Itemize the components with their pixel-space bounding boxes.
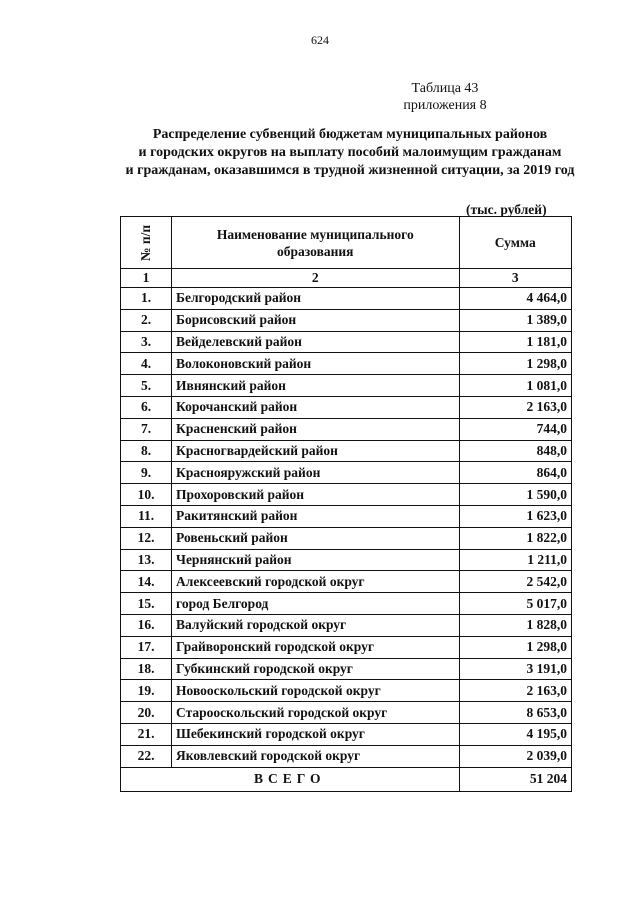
row-name: Прохоровский район bbox=[172, 484, 459, 506]
column-number: 1 bbox=[121, 269, 172, 288]
subventions-table bbox=[120, 216, 572, 792]
row-name: Ивнянский район bbox=[172, 375, 459, 397]
title-line2: и городских округов на выплату пособий малоимущим гражданам bbox=[138, 145, 562, 160]
row-sum: 1 828,0 bbox=[459, 614, 572, 636]
row-sum: 3 191,0 bbox=[459, 658, 572, 680]
row-number: 6. bbox=[121, 396, 172, 418]
row-sum: 8 653,0 bbox=[459, 702, 572, 724]
column-number: 3 bbox=[459, 269, 572, 288]
table-row bbox=[121, 593, 572, 615]
row-number: 21. bbox=[121, 723, 172, 745]
row-sum: 2 163,0 bbox=[459, 680, 572, 702]
header-name-line2: образования bbox=[277, 243, 354, 259]
row-number: 12. bbox=[121, 527, 172, 549]
row-name: Красненский район bbox=[172, 418, 459, 440]
row-number: 4. bbox=[121, 353, 172, 375]
row-sum: 1 211,0 bbox=[459, 549, 572, 571]
row-number: 16. bbox=[121, 614, 172, 636]
column-number-row bbox=[121, 269, 572, 288]
column-number: 2 bbox=[172, 269, 459, 288]
row-name: Алексеевский городской округ bbox=[172, 571, 459, 593]
row-sum: 1 389,0 bbox=[459, 309, 572, 331]
header-name-line1: Наименование муниципального bbox=[216, 226, 414, 242]
table-row bbox=[121, 636, 572, 658]
row-name: Яковлевский городской округ bbox=[172, 745, 459, 767]
table-row bbox=[121, 484, 572, 506]
row-name: Шебекинский городской округ bbox=[172, 723, 459, 745]
row-sum: 2 163,0 bbox=[459, 396, 572, 418]
row-sum: 1 822,0 bbox=[459, 527, 572, 549]
row-number: 20. bbox=[121, 702, 172, 724]
table-row bbox=[121, 723, 572, 745]
row-number: 15. bbox=[121, 593, 172, 615]
table-row bbox=[121, 418, 572, 440]
row-sum: 2 542,0 bbox=[459, 571, 572, 593]
table-row bbox=[121, 571, 572, 593]
table-row bbox=[121, 440, 572, 462]
row-name: Краснояружский район bbox=[172, 462, 459, 484]
table-row bbox=[121, 702, 572, 724]
row-number: 9. bbox=[121, 462, 172, 484]
table-row bbox=[121, 658, 572, 680]
row-name: Волоконовский район bbox=[172, 353, 459, 375]
document-title bbox=[90, 126, 610, 180]
header-name bbox=[172, 217, 459, 269]
table-row bbox=[121, 396, 572, 418]
row-sum: 1 298,0 bbox=[459, 636, 572, 658]
row-name: Чернянский район bbox=[172, 549, 459, 571]
table-reference bbox=[390, 80, 500, 114]
title-line1: Распределение субвенций бюджетам муниципальных районов bbox=[152, 127, 548, 142]
row-name: город Белгород bbox=[172, 593, 459, 615]
unit-label: (тыс. рублей) bbox=[466, 202, 547, 217]
row-sum: 1 081,0 bbox=[459, 375, 572, 397]
row-name: Вейделевский район bbox=[172, 331, 459, 353]
row-number: 2. bbox=[121, 309, 172, 331]
row-number: 5. bbox=[121, 375, 172, 397]
row-number: 19. bbox=[121, 680, 172, 702]
row-name: Губкинский городской округ bbox=[172, 658, 459, 680]
table-row bbox=[121, 505, 572, 527]
row-number: 10. bbox=[121, 484, 172, 506]
total-row bbox=[121, 767, 572, 791]
row-sum: 1 298,0 bbox=[459, 353, 572, 375]
row-sum: 864,0 bbox=[459, 462, 572, 484]
row-number: 7. bbox=[121, 418, 172, 440]
table-header-row bbox=[121, 217, 572, 269]
row-name: Ровеньский район bbox=[172, 527, 459, 549]
row-sum: 5 017,0 bbox=[459, 593, 572, 615]
row-number: 14. bbox=[121, 571, 172, 593]
table-ref-line2: приложения 8 bbox=[403, 98, 487, 113]
row-number: 1. bbox=[121, 288, 172, 310]
row-name: Новооскольский городской округ bbox=[172, 680, 459, 702]
row-name: Белгородский район bbox=[172, 288, 459, 310]
row-name: Борисовский район bbox=[172, 309, 459, 331]
row-number: 11. bbox=[121, 505, 172, 527]
table-row bbox=[121, 549, 572, 571]
row-sum: 4 464,0 bbox=[459, 288, 572, 310]
table-row bbox=[121, 375, 572, 397]
table-row bbox=[121, 353, 572, 375]
table-row bbox=[121, 462, 572, 484]
row-name: Красногвардейский район bbox=[172, 440, 459, 462]
table-ref-line1: Таблица 43 bbox=[411, 81, 479, 96]
table-row bbox=[121, 309, 572, 331]
header-number-text: № п/п bbox=[138, 224, 154, 261]
table-row bbox=[121, 288, 572, 310]
table-row bbox=[121, 331, 572, 353]
row-number: 13. bbox=[121, 549, 172, 571]
row-number: 22. bbox=[121, 745, 172, 767]
page-number: 624 bbox=[311, 33, 329, 47]
table-row bbox=[121, 745, 572, 767]
row-sum: 1 590,0 bbox=[459, 484, 572, 506]
row-number: 3. bbox=[121, 331, 172, 353]
row-sum: 1 181,0 bbox=[459, 331, 572, 353]
row-sum: 1 623,0 bbox=[459, 505, 572, 527]
row-number: 17. bbox=[121, 636, 172, 658]
row-sum: 848,0 bbox=[459, 440, 572, 462]
row-name: Ракитянский район bbox=[172, 505, 459, 527]
title-line3: и гражданам, оказавшимся в трудной жизненной ситуации, за 2019 год bbox=[125, 163, 575, 178]
table-row bbox=[121, 527, 572, 549]
row-sum: 2 039,0 bbox=[459, 745, 572, 767]
row-sum: 744,0 bbox=[459, 418, 572, 440]
table-row bbox=[121, 614, 572, 636]
table-row bbox=[121, 680, 572, 702]
header-number bbox=[121, 217, 172, 269]
row-name: Корочанский район bbox=[172, 396, 459, 418]
row-number: 18. bbox=[121, 658, 172, 680]
total-label: ВСЕГО bbox=[121, 767, 460, 791]
row-number: 8. bbox=[121, 440, 172, 462]
row-name: Грайворонский городской округ bbox=[172, 636, 459, 658]
total-sum: 51 204 bbox=[459, 767, 572, 791]
header-sum: Сумма bbox=[459, 217, 572, 269]
row-name: Старооскольский городской округ bbox=[172, 702, 459, 724]
row-name: Валуйский городской округ bbox=[172, 614, 459, 636]
row-sum: 4 195,0 bbox=[459, 723, 572, 745]
